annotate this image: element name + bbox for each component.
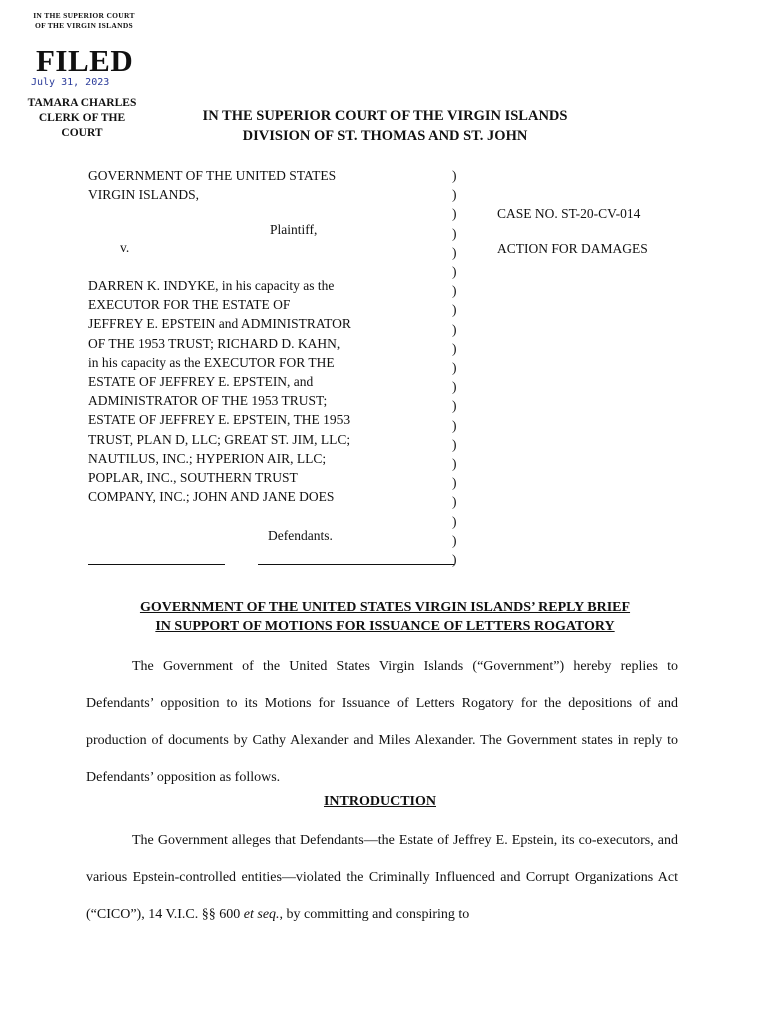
court-title-line1: IN THE SUPERIOR COURT OF THE VIRGIN ISLANDS bbox=[202, 108, 568, 124]
defendant-line: EXECUTOR FOR THE ESTATE OF bbox=[88, 297, 291, 313]
brief-title-line1: GOVERNMENT OF THE UNITED STATES VIRGIN ISLANDS’ REPLY BRIEF bbox=[139, 600, 631, 615]
versus-label: v. bbox=[120, 240, 130, 255]
introduction-heading: INTRODUCTION bbox=[323, 794, 436, 809]
action-type: ACTION FOR DAMAGES bbox=[497, 241, 648, 256]
defendant-line: COMPANY, INC.; JOHN AND JANE DOES bbox=[88, 489, 335, 505]
defendant-line: POPLAR, INC., SOUTHERN TRUST bbox=[88, 470, 298, 486]
defendant-line: ESTATE OF JEFFREY E. EPSTEIN, and bbox=[88, 374, 314, 390]
plaintiff-line: GOVERNMENT OF THE UNITED STATES bbox=[88, 168, 337, 183]
defendants-label: Defendants. bbox=[268, 528, 333, 543]
plaintiff-party bbox=[88, 166, 408, 204]
defendant-line: ESTATE OF JEFFREY E. EPSTEIN, THE 1953 bbox=[88, 412, 351, 428]
defendant-line: DARREN K. INDYKE, in his capacity as the bbox=[88, 278, 335, 293]
case-number: CASE NO. ST-20-CV-014 bbox=[497, 206, 641, 221]
defendant-line: NAUTILUS, INC.; HYPERION AIR, LLC; bbox=[88, 450, 327, 466]
clerk-title: CLERK OF THE COURT bbox=[38, 112, 126, 139]
paragraph-2 bbox=[86, 822, 678, 933]
caption-rule-right bbox=[258, 564, 454, 565]
paragraph-1: The Government of the United States Virgin Islands (“Government”) hereby replies to Defendants’ opposition to its Motions for Issuance of Letters Rogatory for the depositions of and production of documents by Cathy Alexander and Miles Alexander. The Government states in reply to Defendants’ opposition as follows. bbox=[86, 659, 678, 785]
caption-rule-left bbox=[88, 564, 225, 565]
defendant-line: ADMINISTRATOR OF THE 1953 TRUST; bbox=[88, 393, 328, 409]
defendant-line: OF THE 1953 TRUST; RICHARD D. KAHN, bbox=[88, 335, 341, 351]
filed-stamp: FILED bbox=[36, 43, 134, 78]
plaintiff-label: Plaintiff, bbox=[270, 222, 318, 237]
brief-title bbox=[85, 598, 685, 636]
court-title bbox=[150, 106, 620, 146]
stamp-court-name bbox=[28, 11, 140, 31]
paragraph-2-end: , by committing and conspiring to bbox=[279, 907, 470, 922]
filed-date: July 31, 2023 bbox=[31, 77, 110, 88]
paragraph-2-italic: et seq. bbox=[243, 907, 280, 922]
paragraph-2-start: The Government alleges that Defendants—the Estate of Jeffrey E. Epstein, its co-executors, and various Epstein-controlled entities—violated the Criminally Influenced and Corrupt Organizations Act (“CICO”), 14 V.I.C. §§ 600 bbox=[86, 833, 678, 922]
defendant-line: JEFFREY E. EPSTEIN and ADMINISTRATOR bbox=[88, 316, 351, 332]
stamp-court-line1: IN THE SUPERIOR COURT bbox=[33, 11, 135, 20]
clerk-block bbox=[17, 96, 147, 141]
stamp-court-line2: OF THE VIRGIN ISLANDS bbox=[34, 21, 134, 30]
brief-title-line2: IN SUPPORT OF MOTIONS FOR ISSUANCE OF LETTERS ROGATORY bbox=[155, 619, 615, 634]
plaintiff-line: VIRGIN ISLANDS, bbox=[88, 187, 199, 203]
court-title-line2: DIVISION OF ST. THOMAS AND ST. JOHN bbox=[242, 128, 528, 144]
defendant-line: TRUST, PLAN D, LLC; GREAT ST. JIM, LLC; bbox=[88, 431, 351, 447]
defendant-line: in his capacity as the EXECUTOR FOR THE bbox=[88, 354, 335, 370]
caption-parenthesis-column: ) ) ) ) ) ) ) ) ) ) ) ) ) ) ) ) ) ) ) ) ) bbox=[452, 168, 457, 568]
clerk-name: TAMARA CHARLES bbox=[27, 97, 137, 109]
defendants-party bbox=[88, 276, 418, 506]
